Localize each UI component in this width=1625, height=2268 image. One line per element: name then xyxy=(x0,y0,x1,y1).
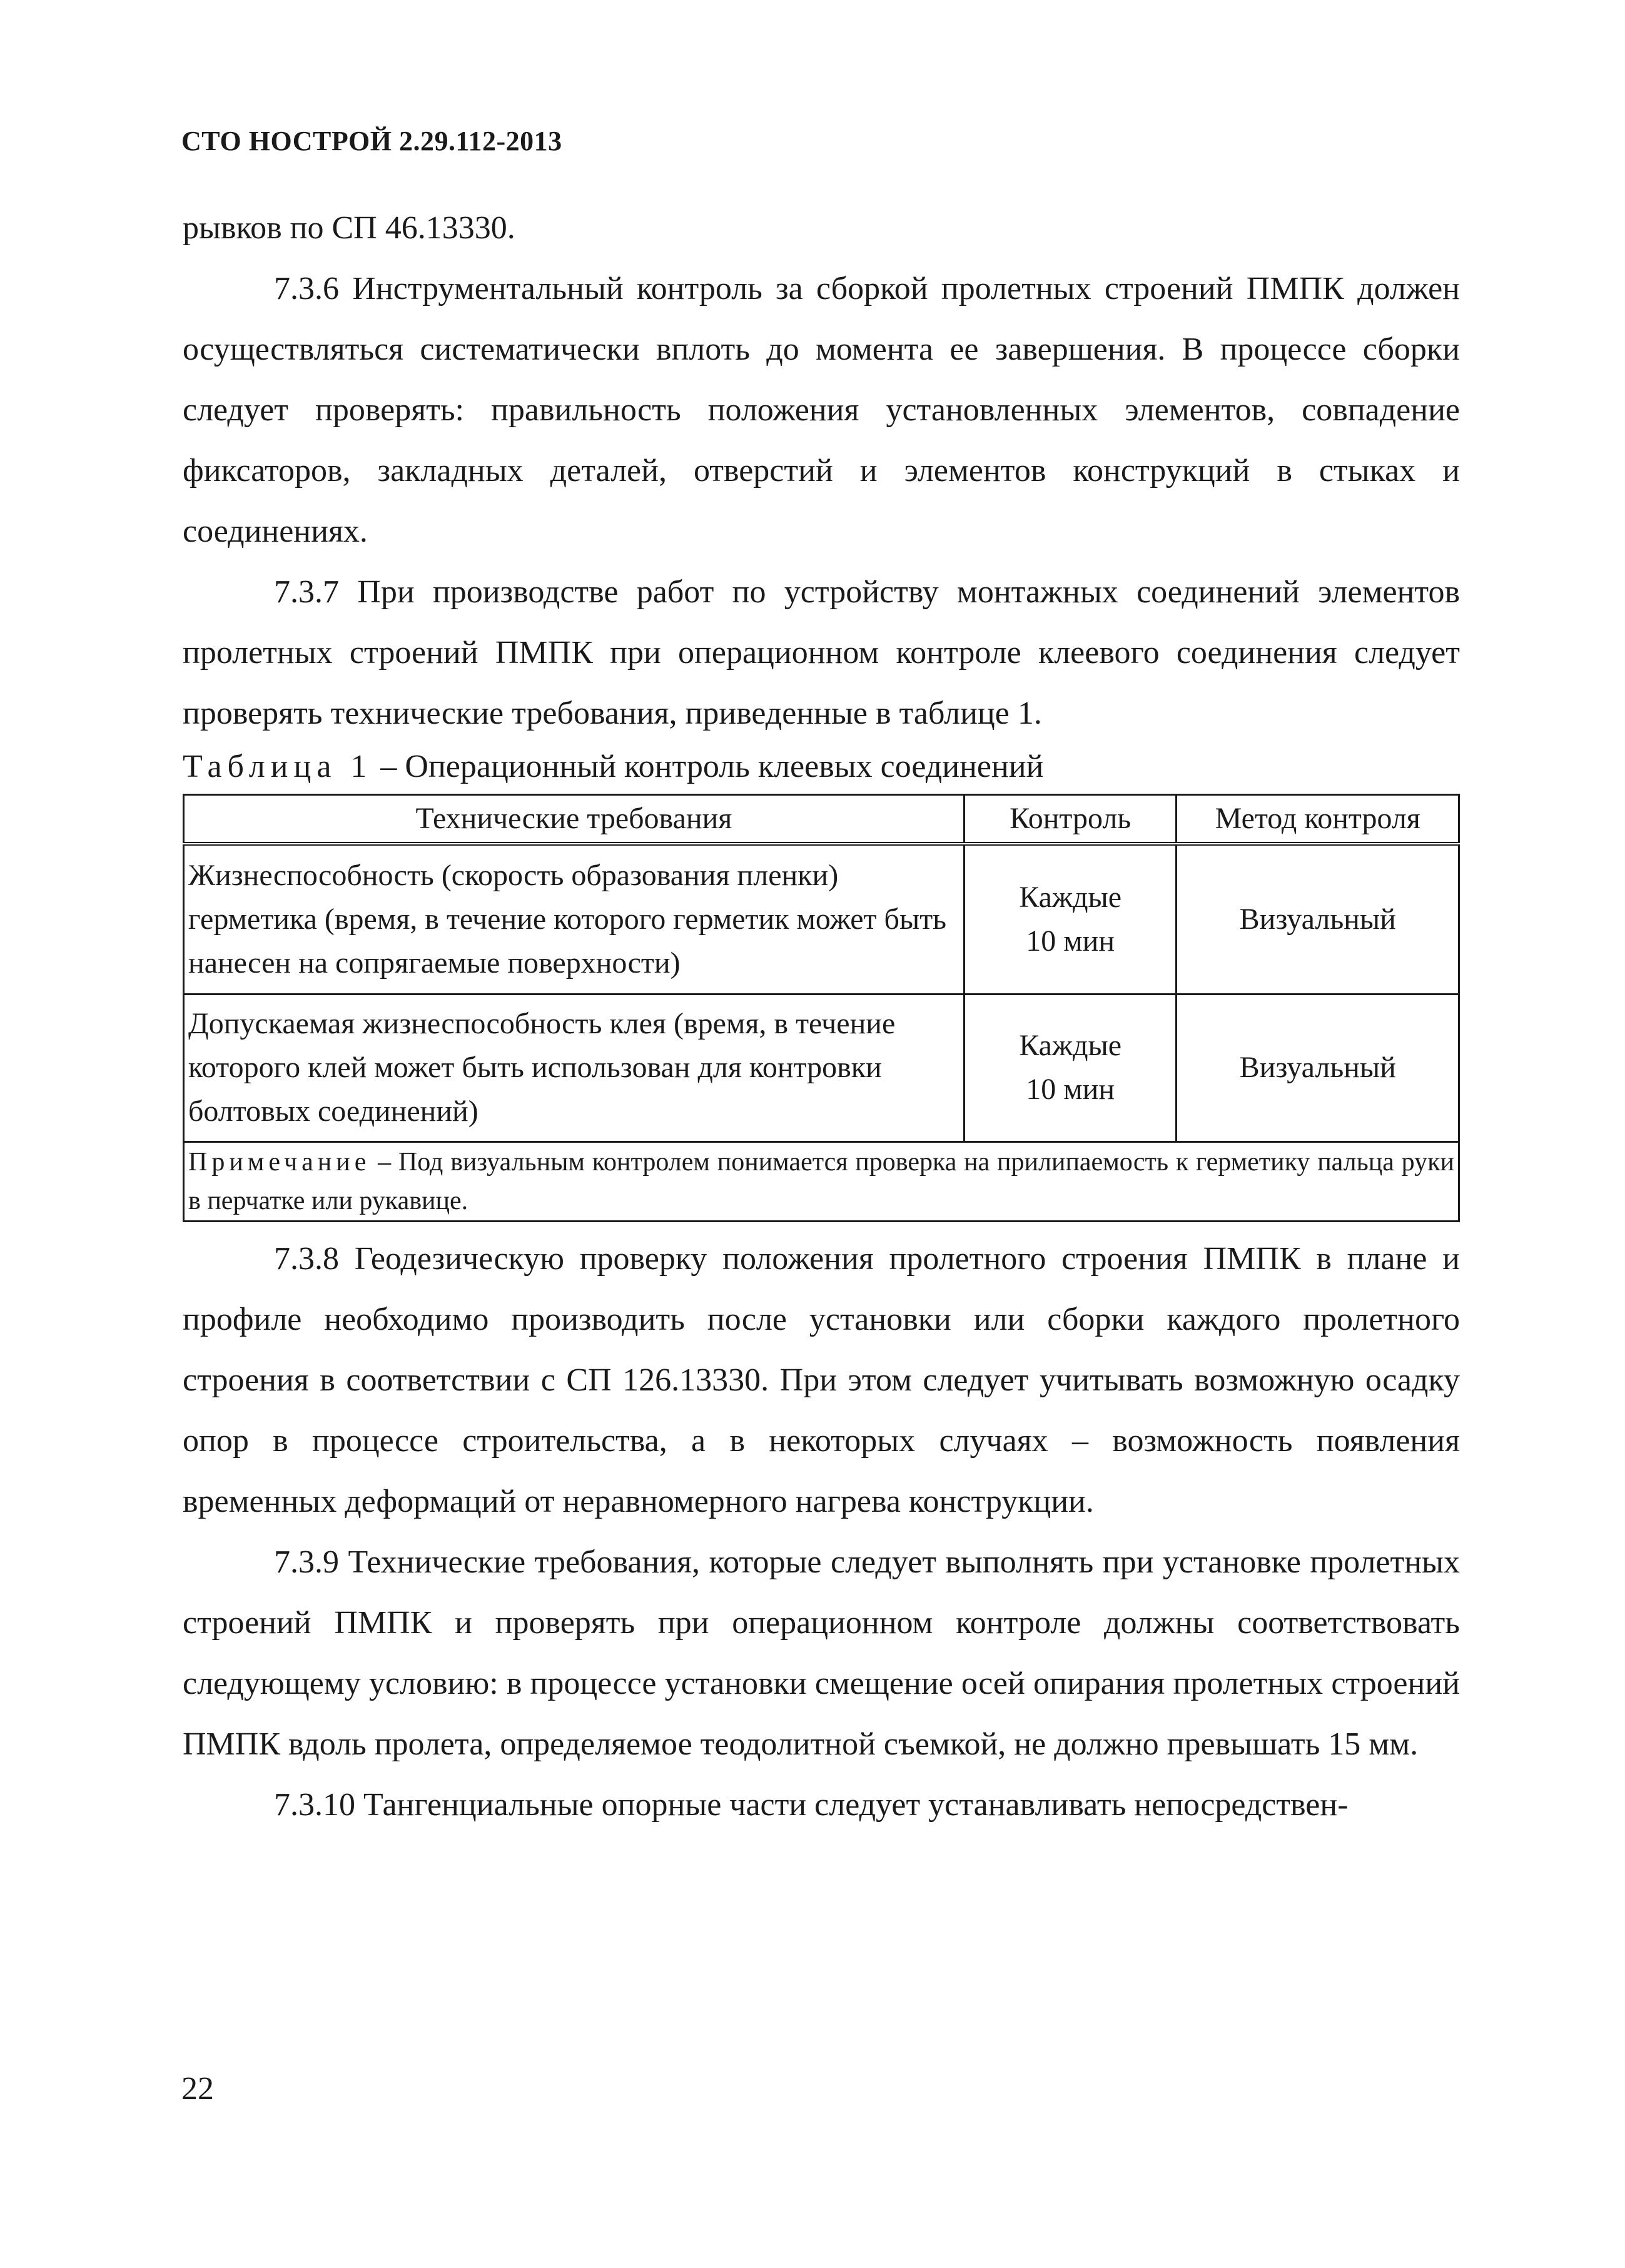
paragraph-7-3-9: 7.3.9 Технические требования, которые следует выполнять при установке пролетных строений ПМПК и проверять при операционном контроле должны соответствовать следующему условию: в процессе установки смещение осей опирания пролетных строений ПМПК вдоль пролета, определяемое теодолитной съемкой, не должно превышать 15 мм. xyxy=(183,1544,1460,1762)
paragraph-7-3-7: 7.3.7 При производстве работ по устройству монтажных соединений элементов пролетных строений ПМПК при операционном контроле клеевого соединения следует проверять технические требования, приведенные в таблице 1. xyxy=(183,574,1460,731)
control-frequency-value: 10 мин xyxy=(1026,924,1115,958)
table-note-label: Примечание xyxy=(188,1147,371,1177)
method-cell: Визуальный xyxy=(1177,994,1459,1142)
paragraph-7-3-8: 7.3.8 Геодезическую проверку положения пролетного строения ПМПК в плане и профиле необходимо производить после установки или сборки каждого пролетного строения в соответствии с СП 126.13330. При этом следует учитывать возможную осадку опор в процессе строительства, а в некоторых случаях – возможность появления временных деформаций от неравномерного нагрева конструкции. xyxy=(183,1240,1460,1519)
table-header-row xyxy=(184,795,1459,844)
control-frequency-label: Каждые xyxy=(1019,1029,1122,1062)
method-cell: Визуальный xyxy=(1177,844,1459,994)
control-cell xyxy=(964,994,1177,1142)
table-note-row xyxy=(184,1142,1459,1221)
table-caption-text: – Операционный контроль клеевых соединений xyxy=(372,749,1044,784)
table-caption-label: Таблица 1 xyxy=(183,749,373,784)
requirement-cell: Жизнеспособность (скорость образования пленки) герметика (время, в течение которого герметик может быть нанесен на сопрягаемые поверхности) xyxy=(184,844,964,994)
column-header-requirements: Технические требования xyxy=(184,795,964,844)
table-note-text: – Под визуальным контролем понимается проверка на прилипаемость к герметику пальца руки в перчатке или рукавице. xyxy=(188,1147,1454,1215)
control-frequency-value: 10 мин xyxy=(1026,1073,1115,1106)
paragraph-continuation: рывков по СП 46.13330. xyxy=(183,210,515,246)
table-row xyxy=(184,994,1459,1142)
control-cell xyxy=(964,844,1177,994)
table-row xyxy=(184,844,1459,994)
document-header-code: СТО НОСТРОЙ 2.29.112-2013 xyxy=(181,126,562,156)
page-body xyxy=(183,198,1460,1835)
page-number: 22 xyxy=(181,2071,214,2107)
paragraph-7-3-10: 7.3.10 Тангенциальные опорные части следует устанавливать непосредствен- xyxy=(274,1786,1349,1823)
requirements-table xyxy=(183,794,1460,1222)
requirement-cell: Допускаемая жизнеспособность клея (время, в течение которого клей может быть использован для контровки болтовых соединений) xyxy=(184,994,964,1142)
table-caption xyxy=(183,746,1460,787)
table-note xyxy=(184,1142,1459,1221)
column-header-control: Контроль xyxy=(964,795,1177,844)
column-header-method: Метод контроля xyxy=(1177,795,1459,844)
control-frequency-label: Каждые xyxy=(1019,880,1122,914)
paragraph-7-3-6: 7.3.6 Инструментальный контроль за сборкой пролетных строений ПМПК должен осуществляться систематически вплоть до момента ее завершения. В процессе сборки следует проверять: правильность положения установленных элементов, совпадение фиксаторов, закладных деталей, отверстий и элементов конструкций в стыках и соединениях. xyxy=(183,271,1460,549)
